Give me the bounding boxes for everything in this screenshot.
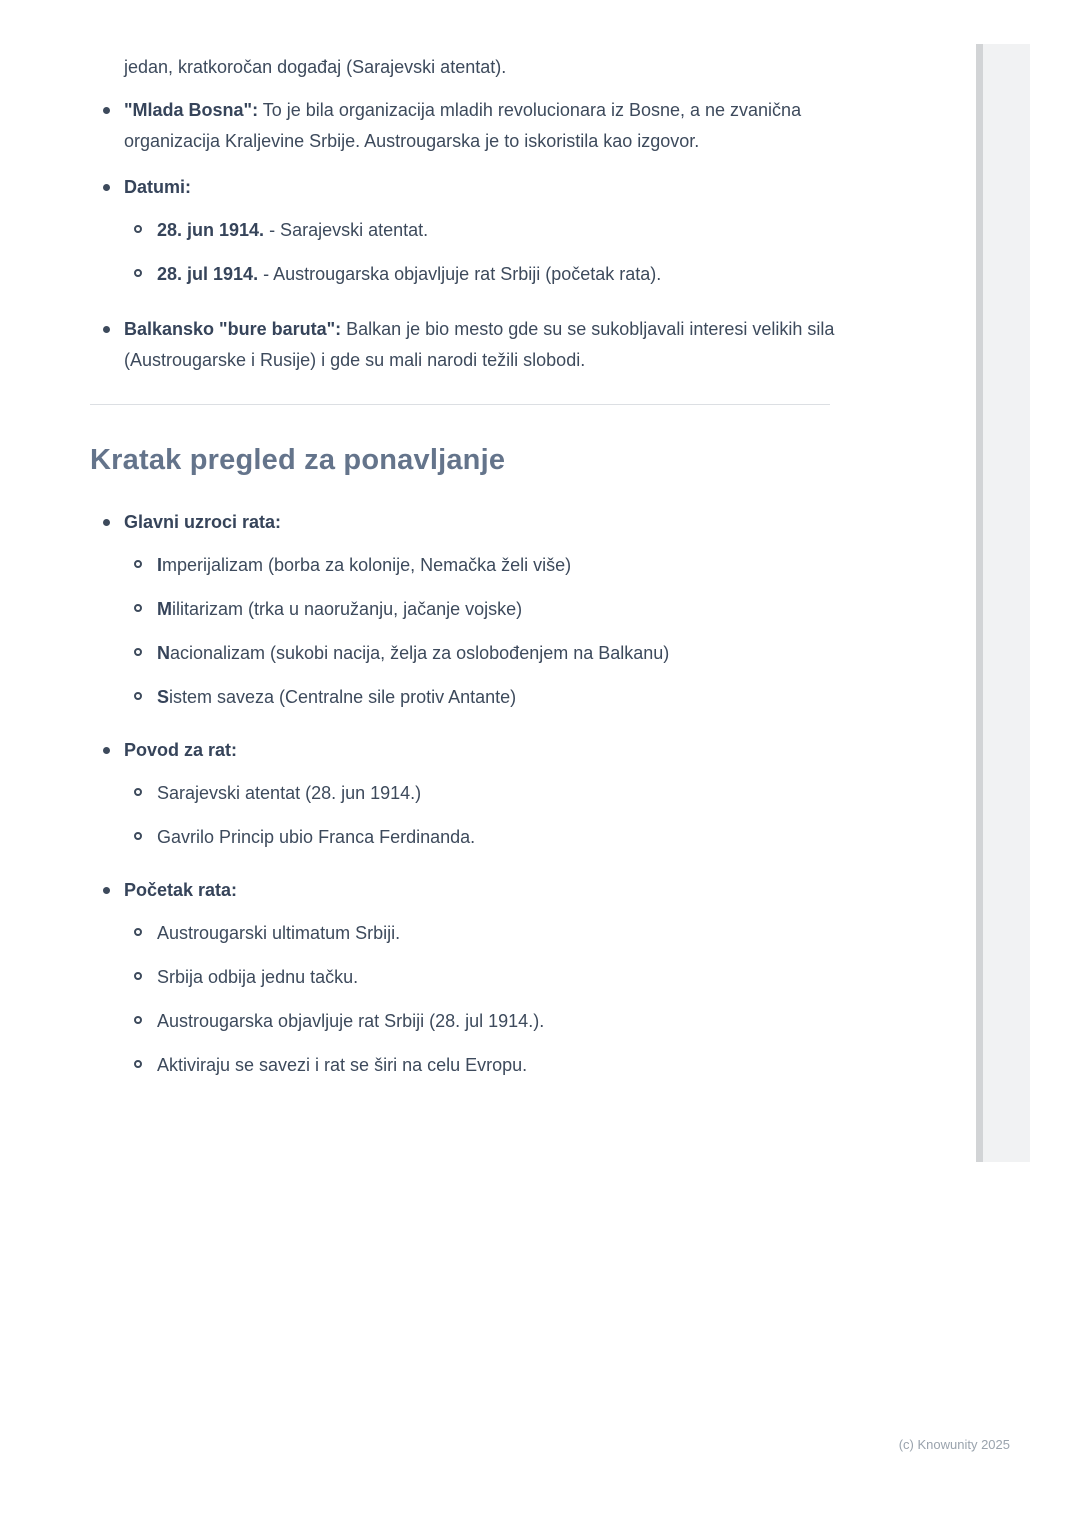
circle-bullet-icon bbox=[134, 972, 142, 980]
sub-item-text: Austrougarski ultimatum Srbiji. bbox=[157, 923, 401, 943]
sub-item-bold-text: 28. jul 1914. bbox=[157, 264, 259, 284]
sub-item-paragraph bbox=[157, 638, 835, 669]
sub-item-text: mperijalizam (borba za kolonije, Nemačka želi više) bbox=[162, 555, 572, 575]
sub-item-lead-letter: S bbox=[157, 687, 170, 707]
sub-item-lead-letter: N bbox=[157, 643, 170, 663]
group-title-text: Početak rata: bbox=[124, 880, 238, 900]
circle-bullet-icon bbox=[134, 788, 142, 796]
bullet-text: Balkan je bio mesto gde su se sukobljavali interesi velikih sila (Austrougarske i Rusije) i gde su mali narodi težili slobodi. bbox=[124, 319, 835, 370]
review-list bbox=[90, 507, 835, 1081]
sub-item-paragraph bbox=[157, 215, 835, 246]
sub-item-militarizam bbox=[124, 594, 835, 625]
sub-item-bold-text: 28. jun 1914. bbox=[157, 220, 265, 240]
bullet-text: To je bila organizacija mladih revolucionara iz Bosne, a ne zvanična organizacija Kraljevine Srbije. Austrougarska je to iskoristila kao izgovor. bbox=[124, 100, 802, 151]
sub-list-datumi bbox=[124, 215, 835, 290]
circle-bullet-icon bbox=[134, 560, 142, 568]
group-title bbox=[124, 875, 835, 906]
bullet-bold-text: Datumi: bbox=[124, 177, 191, 197]
sub-item-paragraph bbox=[157, 550, 835, 581]
sub-item-paragraph bbox=[157, 822, 835, 853]
bullet-paragraph bbox=[124, 172, 835, 203]
bullet-paragraph bbox=[124, 314, 835, 376]
sub-item-text: Gavrilo Princip ubio Franca Ferdinanda. bbox=[157, 827, 476, 847]
sub-item-nacionalizam bbox=[124, 638, 835, 669]
group-povod-za-rat bbox=[90, 735, 835, 853]
sub-item-objava-rata bbox=[124, 1006, 835, 1037]
bullet-bold-text: "Mlada Bosna": bbox=[124, 100, 259, 120]
bullet-icon bbox=[103, 107, 110, 114]
sub-item-text: istem saveza (Centralne sile protiv Antante) bbox=[169, 687, 517, 707]
sub-item-text: Sarajevski atentat (28. jun 1914.) bbox=[157, 783, 422, 803]
sub-item-lead-letter: M bbox=[157, 599, 172, 619]
sub-item-text: Srbija odbija jednu tačku. bbox=[157, 967, 359, 987]
sub-item-odbija bbox=[124, 962, 835, 993]
scrollbar-track bbox=[983, 44, 1030, 1162]
sub-item-paragraph bbox=[157, 594, 835, 625]
section-divider bbox=[90, 404, 830, 405]
sub-item-text: - Sarajevski atentat. bbox=[264, 220, 429, 240]
bullet-icon bbox=[103, 184, 110, 191]
sub-item-date-1 bbox=[124, 215, 835, 246]
sub-list-pocetak bbox=[124, 918, 835, 1081]
group-title-text: Glavni uzroci rata: bbox=[124, 512, 282, 532]
circle-bullet-icon bbox=[134, 1060, 142, 1068]
circle-bullet-icon bbox=[134, 604, 142, 612]
sub-item-ultimatum bbox=[124, 918, 835, 949]
circle-bullet-icon bbox=[134, 225, 142, 233]
sub-item-lead-letter: I bbox=[157, 555, 163, 575]
list-item-mlada-bosna bbox=[90, 95, 835, 157]
sub-item-paragraph bbox=[157, 259, 835, 290]
sub-item-paragraph bbox=[157, 778, 835, 809]
circle-bullet-icon bbox=[134, 928, 142, 936]
sub-item-text: Aktiviraju se savezi i rat se širi na celu Evropu. bbox=[157, 1055, 528, 1075]
bullet-icon bbox=[103, 887, 110, 894]
group-glavni-uzroci bbox=[90, 507, 835, 713]
sub-item-atentat bbox=[124, 778, 835, 809]
group-pocetak-rata bbox=[90, 875, 835, 1081]
sub-item-sistem-saveza bbox=[124, 682, 835, 713]
sub-item-imperijalizam bbox=[124, 550, 835, 581]
sub-item-text: - Austrougarska objavljuje rat Srbiji (početak rata). bbox=[258, 264, 662, 284]
list-item-balkansko bbox=[90, 314, 835, 376]
notes-list bbox=[90, 95, 835, 376]
group-title bbox=[124, 507, 835, 538]
bullet-bold-text: Balkansko "bure baruta": bbox=[124, 319, 342, 339]
sub-item-savezi bbox=[124, 1050, 835, 1081]
sub-item-text: acionalizam (sukobi nacija, želja za oslobođenjem na Balkanu) bbox=[170, 643, 670, 663]
bullet-icon bbox=[103, 747, 110, 754]
sub-item-paragraph bbox=[157, 1006, 835, 1037]
section-heading: Kratak pregled za ponavljanje bbox=[90, 444, 506, 476]
document-content bbox=[90, 52, 835, 1103]
list-item-datumi bbox=[90, 172, 835, 290]
scrollbar-thumb[interactable] bbox=[976, 44, 983, 1162]
circle-bullet-icon bbox=[134, 1016, 142, 1024]
sub-item-paragraph bbox=[157, 918, 835, 949]
sub-item-paragraph bbox=[157, 962, 835, 993]
intro-line: jedan, kratkoročan događaj (Sarajevski atentat). bbox=[124, 57, 507, 77]
sub-item-paragraph bbox=[157, 682, 835, 713]
copyright-text: (c) Knowunity 2025 bbox=[898, 1437, 1010, 1452]
sub-item-paragraph bbox=[157, 1050, 835, 1081]
circle-bullet-icon bbox=[134, 692, 142, 700]
group-title-text: Povod za rat: bbox=[124, 740, 238, 760]
bullet-paragraph bbox=[124, 95, 835, 157]
circle-bullet-icon bbox=[134, 269, 142, 277]
bullet-icon bbox=[103, 519, 110, 526]
sub-item-text: ilitarizam (trka u naoružanju, jačanje vojske) bbox=[172, 599, 523, 619]
sub-list-povod bbox=[124, 778, 835, 853]
group-title bbox=[124, 735, 835, 766]
bullet-icon bbox=[103, 326, 110, 333]
sub-list-uzroci bbox=[124, 550, 835, 713]
sub-item-date-2 bbox=[124, 259, 835, 290]
circle-bullet-icon bbox=[134, 832, 142, 840]
circle-bullet-icon bbox=[134, 648, 142, 656]
sub-item-text: Austrougarska objavljuje rat Srbiji (28. jul 1914.). bbox=[157, 1011, 545, 1031]
sub-item-princip bbox=[124, 822, 835, 853]
